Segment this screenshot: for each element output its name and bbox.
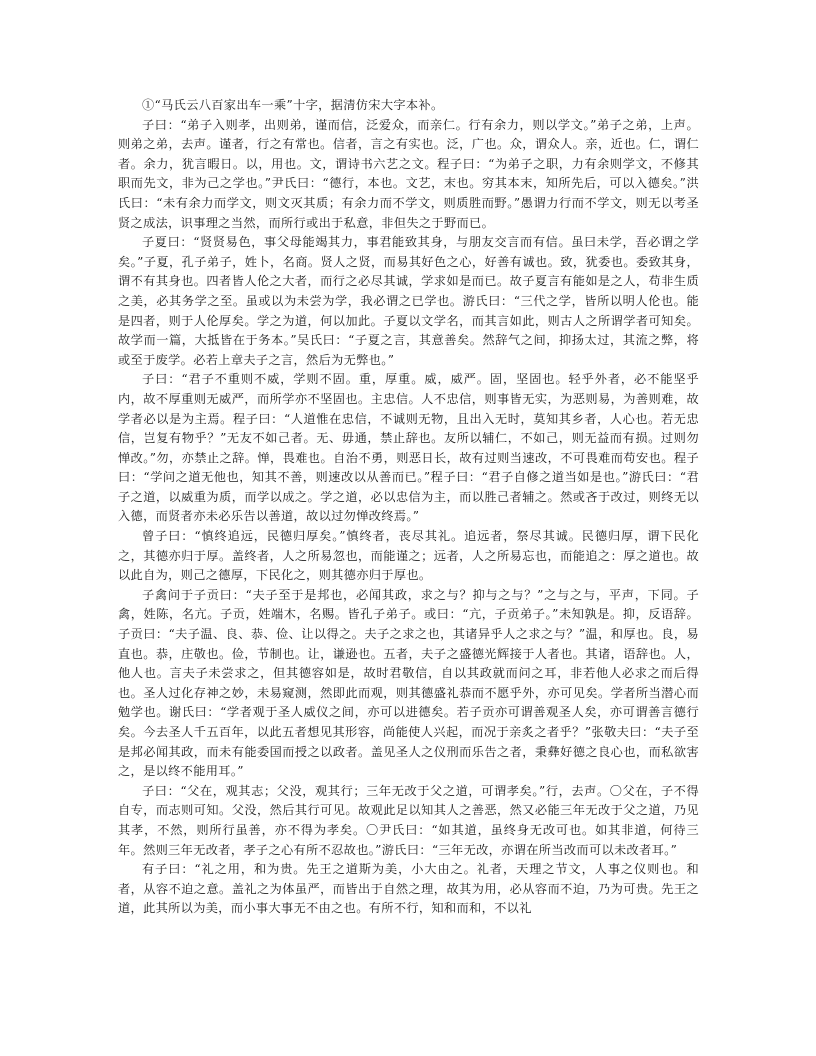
paragraph: 子夏曰：“贤贤易色，事父母能竭其力，事君能致其身，与朋友交言而有信。虽曰未学，吾必谓之学矣。”子夏，孔子弟子，姓卜，名商。贤人之贤，而易其好色之心，好善有诚也。致，犹委也。委致其身，谓不有其身也。四者皆人伦之大者，而行之必尽其诚，学求如是而已。故子夏言有能如是之人，苟非生质之美，必其务学之至。虽或以为未尝为学，我必谓之已学也。游氏曰：“三代之学，皆所以明人伦也。能是四者，则于人伦厚矣。学之为道，何以加此。子夏以文学名，而其言如此，则古人之所谓学者可知矣。故学而一篇，大抵皆在于务本。”吴氏曰：“子夏之言，其意善矣。然辞气之间，抑扬太过，其流之弊，将或至于废学。必若上章夫子之言，然后为无弊也。” — [118, 235, 699, 367]
paragraph: 有子曰：“礼之用，和为贵。先王之道斯为美，小大由之。礼者，天理之节文，人事之仪则也。和者，从容不迫之意。盖礼之为体虽严，而皆出于自然之理，故其为用，必从容而不迫，乃为可贵。先王之道，此其所以为美，而小事大事无不由之也。有所不行，知和而和，不以礼 — [118, 862, 699, 916]
document-page — [118, 96, 699, 919]
paragraph: 曾子曰：“慎终追远，民德归厚矣。”慎终者，丧尽其礼。追远者，祭尽其诚。民德归厚，谓下民化之，其德亦归于厚。盖终者，人之所易忽也，而能谨之；远者，人之所易忘也，而能追之：厚之道也。故以此自为，则己之德厚，下民化之，则其德亦归于厚也。 — [118, 529, 699, 583]
paragraph: 子禽问于子贡曰：“夫子至于是邦也，必闻其政，求之与？抑与之与？”之与之与，平声，下同。子禽，姓陈，名亢。子贡，姓端木，名赐。皆孔子弟子。或曰：“亢，子贡弟子。”未知孰是。抑，反语辞。子贡曰：“夫子温、良、恭、俭、让以得之。夫子之求之也，其诸异乎人之求之与？”温，和厚也。良，易直也。恭，庄敬也。俭，节制也。让，谦逊也。五者，夫子之盛德光辉接于人者也。其诸，语辞也。人，他人也。言夫子未尝求之，但其德容如是，故时君敬信，自以其政就而问之耳，非若他人必求之而后得也。圣人过化存神之妙，未易窥测，然即此而观，则其德盛礼恭而不愿乎外，亦可见矣。学者所当潜心而勉学也。谢氏曰：“学者观于圣人威仪之间，亦可以进德矣。若子贡亦可谓善观圣人矣，亦可谓善言德行矣。今去圣人千五百年，以此五者想见其形容，尚能使人兴起，而况于亲炙之者乎？”张敬夫曰：“夫子至是邦必闻其政，而未有能委国而授之以政者。盖见圣人之仪刑而乐告之者，秉彝好德之良心也，而私欲害之，是以终不能用耳。” — [118, 587, 699, 779]
paragraph: 子曰：“弟子入则孝，出则弟，谨而信，泛爱众，而亲仁。行有余力，则以学文。”弟子之弟，上声。则弟之弟，去声。谨者，行之有常也。信者，言之有实也。泛，广也。众，谓众人。亲，近也。仁，谓仁者。余力，犹言暇日。以，用也。文，谓诗书六艺之文。程子曰：“为弟子之职，力有余则学文，不修其职而先文，非为己之学也。”尹氏曰：“德行，本也。文艺，末也。穷其本末，知所先后，可以入德矣。”洪氏曰：“未有余力而学文，则文灭其质；有余力而不学文，则质胜而野。”愚谓力行而不学文，则无以考圣贤之成法，识事理之当然，而所行或出于私意，非但失之于野而已。 — [118, 117, 699, 230]
paragraph: 子曰：“君子不重则不威，学则不固。重，厚重。威，威严。固，坚固也。轻乎外者，必不能坚乎内，故不厚重则无威严，而所学亦不坚固也。主忠信。人不忠信，则事皆无实，为恶则易，为善则难，故学者必以是为主焉。程子曰：“人道惟在忠信，不诚则无物，且出入无时，莫知其乡者，人心也。若无忠信，岂复有物乎？”无友不如己者。无、毋通，禁止辞也。友所以辅仁，不如己，则无益而有损。过则勿惮改。”勿，亦禁止之辞。惮，畏难也。自治不勇，则恶日长，故有过则当速改，不可畏难而苟安也。程子曰：“学问之道无他也，知其不善，则速改以从善而已。”程子曰：“君子自修之道当如是也。”游氏曰：“君子之道，以威重为质，而学以成之。学之道，必以忠信为主，而以胜己者辅之。然或吝于改过，则终无以入德，而贤者亦未必乐告以善道，故以过勿惮改终焉。” — [118, 372, 699, 524]
paragraph: 子曰：“父在，观其志；父没，观其行；三年无改于父之道，可谓孝矣。”行，去声。〇父在，子不得自专，而志则可知。父没，然后其行可见。故观此足以知其人之善恶，然又必能三年无改于父之道，乃见其孝，不然，则所行虽善，亦不得为孝矣。〇尹氏曰：“如其道，虽终身无改可也。如其非道，何待三年。然则三年无改者，孝子之心有所不忍故也。”游氏曰：“三年无改，亦谓在所当改而可以未改者耳。” — [118, 783, 699, 857]
footnote: ①“马氏云八百家出车一乘”十字，据清仿宋大字本补。 — [142, 98, 444, 112]
